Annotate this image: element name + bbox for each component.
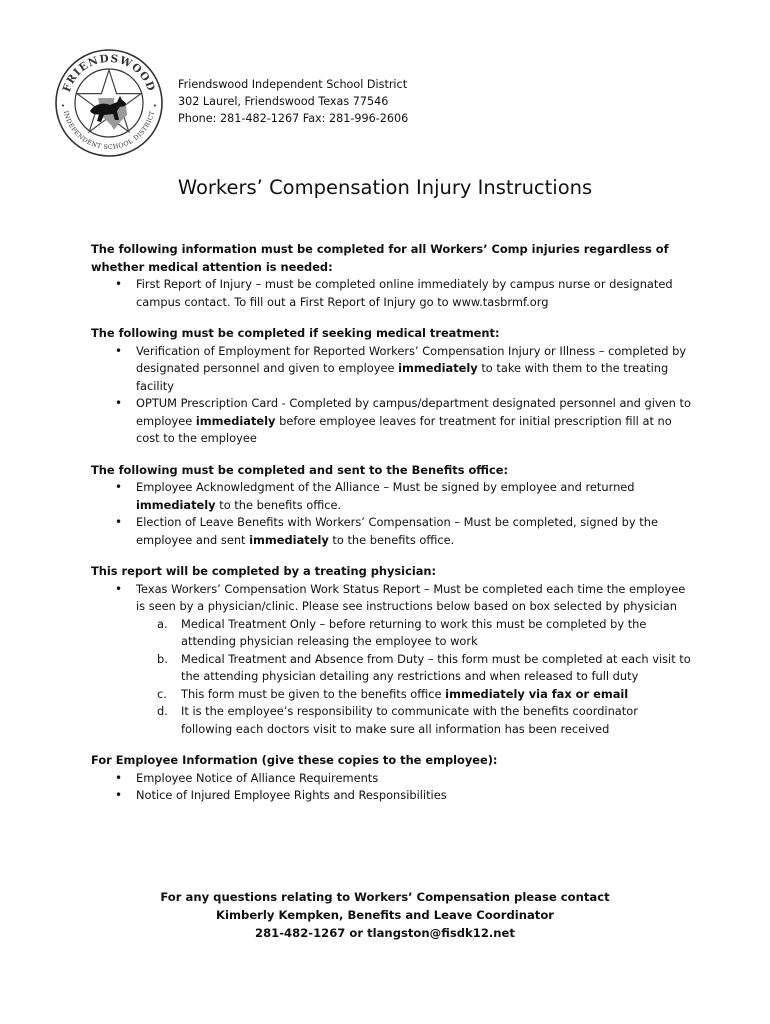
footer-contact-line: For any questions relating to Workers’ Compensation please contact <box>160 890 610 904</box>
bullet-list <box>91 276 691 311</box>
lettered-item <box>91 686 691 704</box>
district-address: 302 Laurel, Friendswood Texas 77546 <box>178 95 389 108</box>
instruction-section <box>91 241 691 311</box>
lettered-item <box>91 651 691 686</box>
instruction-section <box>91 752 691 805</box>
item-text: Notice of Injured Employee Rights and Responsibilities <box>136 788 447 802</box>
item-letter: c. <box>157 686 167 701</box>
item-text: This form must be given to the benefits office <box>181 686 446 701</box>
item-text: Medical Treatment and Absence from Duty – this form must be completed at each visit to the attending physician detailing any restrictions and when released to full duty <box>181 651 691 683</box>
lettered-sublist <box>91 616 691 739</box>
item-letter: d. <box>157 704 168 718</box>
svg-text:INDEPENDENT SCHOOL DISTRICT: INDEPENDENT SCHOOL DISTRICT <box>61 110 157 152</box>
bullet-item <box>91 395 691 448</box>
section-heading: For Employee Information (give these copies to the employee): <box>91 753 498 767</box>
emphasized-text: immediately <box>195 413 276 428</box>
instruction-sections <box>91 241 691 819</box>
item-text: to the benefits office. <box>328 532 455 547</box>
bullet-item <box>91 581 691 739</box>
item-letter: b. <box>157 651 168 666</box>
item-text: Medical Treatment Only – before returning to work this must be completed by the attending physician releasing the employee to work <box>181 616 647 648</box>
bullet-item <box>91 787 691 805</box>
contact-footer <box>0 888 770 942</box>
item-text: Employee Notice of Alliance Requirements <box>136 770 379 785</box>
bullet-item <box>91 276 691 311</box>
emphasized-text: immediately via fax or email <box>445 686 629 701</box>
bullet-item <box>91 343 691 396</box>
item-text: First Report of Injury – must be completed online immediately by campus nurse or designated campus contact. To fill out a First Report of Injury go to www.tasbrmf.org <box>136 277 673 309</box>
bullet-list <box>91 581 691 739</box>
document-title: Workers’ Compensation Injury Instructions <box>177 176 593 199</box>
emphasized-text: immediately <box>398 361 478 375</box>
district-name: Friendswood Independent School District <box>178 78 408 91</box>
section-heading: The following information must be completed for all Workers’ Comp injuries regardless of whether medical attention is needed: <box>91 242 669 274</box>
section-heading: This report will be completed by a treating physician: <box>91 564 437 578</box>
bullet-item <box>91 479 691 514</box>
bullet-item <box>91 514 691 549</box>
svg-text:•: • <box>152 102 158 110</box>
bullet-list <box>91 343 691 448</box>
instruction-section <box>91 325 691 448</box>
item-letter: a. <box>157 616 168 631</box>
instruction-section <box>91 563 691 738</box>
item-text: before employee leaves for treatment for initial prescription fill at no cost to the employee <box>136 413 672 445</box>
item-text: to take with them to the treating facility <box>136 361 669 393</box>
lettered-item <box>91 616 691 651</box>
lettered-item <box>91 703 691 738</box>
bullet-list <box>91 479 691 549</box>
item-text: It is the employee’s responsibility to communicate with the benefits coordinator following each doctors visit to make sure all information has been received <box>181 704 638 736</box>
svg-text:•: • <box>60 102 66 110</box>
bullet-list <box>91 770 691 805</box>
item-text: Verification of Employment for Reported Workers’ Compensation Injury or Illness – completed by designated personnel and given to employee <box>136 343 687 375</box>
section-heading: The following must be completed if seeking medical treatment: <box>91 326 500 340</box>
svg-text:FRIENDSWOOD: FRIENDSWOOD <box>60 52 158 94</box>
footer-phone-email: 281-482-1267 or tlangston@fisdk12.net <box>255 926 515 940</box>
item-text: to the benefits office. <box>215 497 342 512</box>
bullet-item <box>91 770 691 788</box>
item-text: OPTUM Prescription Card - Completed by campus/department designated personnel and given to employee <box>136 396 691 428</box>
item-text: Election of Leave Benefits with Workers’ Compensation – Must be completed, signed by the employee and sent <box>136 515 658 547</box>
district-phone-fax: Phone: 281-482-1267 Fax: 281-996-2606 <box>178 112 409 125</box>
item-text: Employee Acknowledgment of the Alliance – Must be signed by employee and returned <box>136 480 635 494</box>
instruction-section <box>91 462 691 550</box>
district-seal-logo <box>54 48 164 158</box>
district-contact-block <box>178 76 408 127</box>
section-heading: The following must be completed and sent to the Benefits office: <box>91 462 509 477</box>
item-text: Texas Workers’ Compensation Work Status Report – Must be completed each time the employee is seen by a physician/clinic. Please see instructions below based on box selected by physician <box>136 581 686 613</box>
footer-coordinator-name: Kimberly Kempken, Benefits and Leave Coordinator <box>215 908 555 922</box>
emphasized-text: immediately <box>249 532 329 547</box>
emphasized-text: immediately <box>136 497 216 512</box>
